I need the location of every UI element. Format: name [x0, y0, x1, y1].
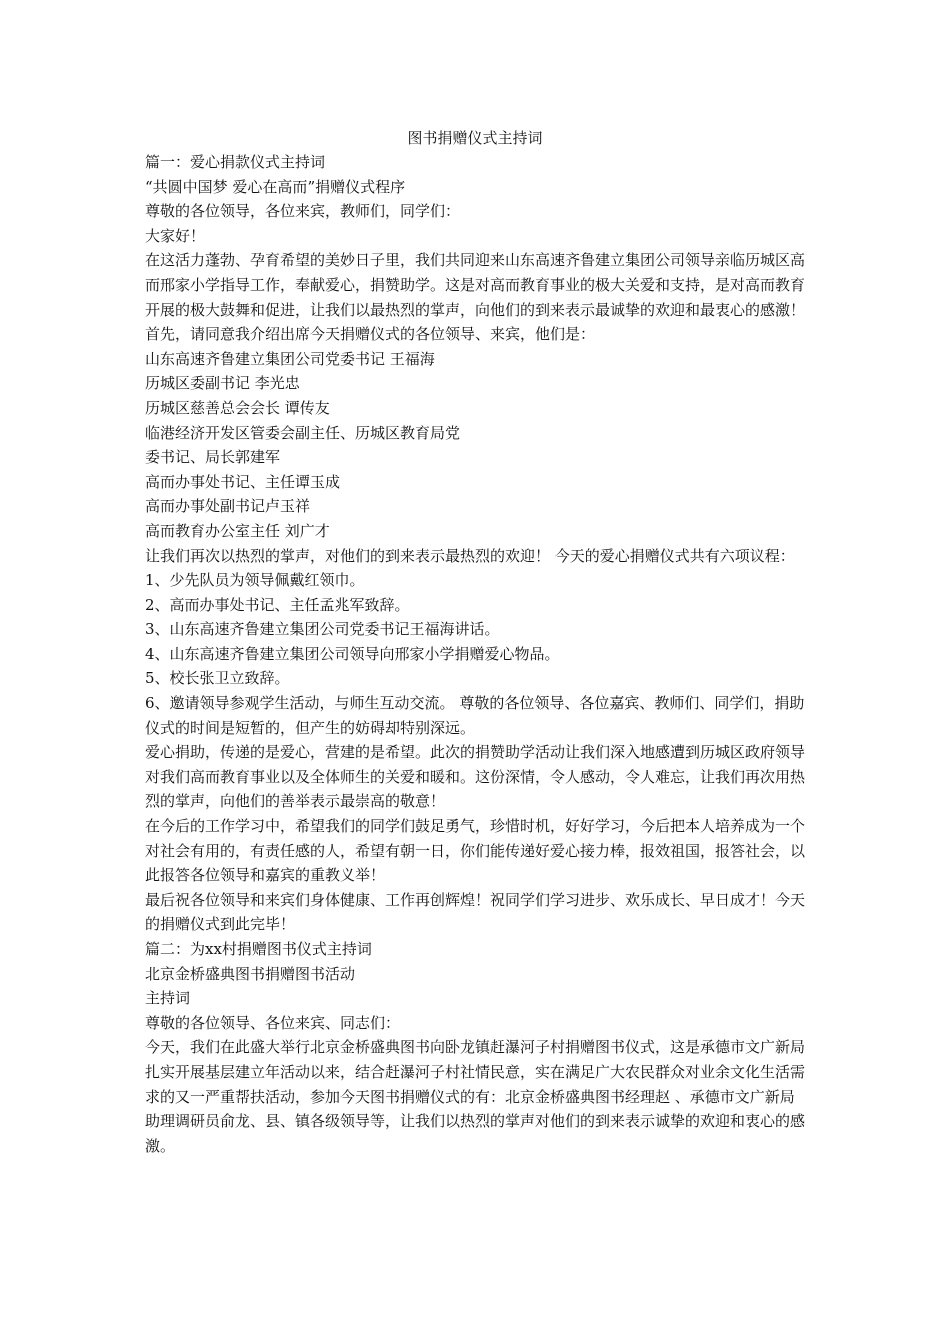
paragraph: 最后祝各位领导和来宾们身体健康、工作再创辉煌！祝同学们学习进步、欢乐成长、早日成才！今天的捐赠仪式到此完毕！ [145, 890, 806, 934]
paragraph: 高而办事处副书记卢玉祥 [145, 497, 311, 516]
paragraph: 在今后的工作学习中，希望我们的同学们鼓足勇气，珍惜时机，好好学习，今后把本人培养成为一个对社会有用的，有责任感的人，希望有朝一日，你们能传递好爱心接力棒，报效祖国，报答社会，以此报答各位领导和嘉宾的重教义举！ [145, 817, 806, 885]
paragraph: 高而办事处书记、主任谭玉成 [145, 472, 341, 491]
paragraph: 历城区慈善总会会长 谭传友 [145, 398, 330, 417]
paragraph: 尊敬的各位领导，各位来宾，教师们，同学们： [145, 202, 461, 221]
paragraph: “共圆中国梦 爱心在高而”捐赠仪式程序 [145, 177, 406, 196]
paragraph: 历城区委副书记 李光忠 [145, 374, 300, 393]
paragraph: 让我们再次以热烈的掌声，对他们的到来表示最热烈的欢迎！ 今天的爱心捐赠仪式共有六项议程： [145, 546, 795, 565]
paragraph: 6、邀请领导参观学生活动，与师生互动交流。 尊敬的各位领导、各位嘉宾、教师们、同学们，捐助仪式的时间是短暂的，但产生的妨碍却特别深远。 [145, 694, 805, 737]
document-title: 图书捐赠仪式主持词 [407, 129, 543, 147]
paragraph: 今天，我们在此盛大举行北京金桥盛典图书向卧龙镇赶瀑河子村捐赠图书仪式，这是承德市文广新局扎实开展基层建立年活动以来，结合赶瀑河子村社情民意，实在满足广大农民群众对业余文化生活需求的又一严重帮扶活动，参加今天图书捐赠仪式的有：北京金桥盛典图书经理赵 、承德市文广新局助理调研员俞龙、县、镇各级领导等，让我们以热烈的掌声对他们的到来表示诚挚的欢迎和衷心的感激。 [145, 1038, 806, 1155]
paragraph: 2、高而办事处书记、主任孟兆军致辞。 [145, 595, 410, 614]
paragraph: 主持词 [145, 989, 191, 1008]
paragraph: 爱心捐助，传递的是爱心，营建的是希望。此次的捐赞助学活动让我们深入地感遭到历城区政府领导对我们高而教育事业以及全体师生的关爱和暖和。这份深情，令人感动，令人难忘，让我们再次用热烈的掌声，向他们的善举表示最崇高的敬意！ [145, 743, 806, 811]
paragraph: 首先，请同意我介绍出席今天捐赠仪式的各位领导、来宾，他们是： [145, 325, 596, 344]
paragraph: 大家好！ [145, 226, 206, 245]
paragraph: 委书记、局长郭建军 [145, 448, 281, 467]
paragraph: 在这活力蓬勃、孕育希望的美妙日子里，我们共同迎来山东高速齐鲁建立集团公司领导亲临历城区高而邢家小学指导工作，奉献爱心，捐赞助学。这是对高而教育事业的极大关爱和支持，是对高而教育开展的极大鼓舞和促进，让我们以最热烈的掌声，向他们的到来表示最诚挚的欢迎和最衷心的感激！ [145, 251, 806, 319]
paragraph: 高而教育办公室主任 刘广才 [145, 521, 330, 540]
paragraph: 篇一：爱心捐款仪式主持词 [145, 153, 326, 171]
paragraph: 1、少先队员为领导佩戴红领巾。 [145, 571, 365, 590]
paragraph: 山东高速齐鲁建立集团公司党委书记 王福海 [145, 349, 435, 368]
document-body [145, 150, 807, 1158]
paragraph: 篇二：为xx村捐赠图书仪式主持词 [145, 940, 372, 958]
paragraph: 尊敬的各位领导、各位来宾、同志们： [145, 1013, 401, 1032]
paragraph: 5、校长张卫立致辞。 [145, 669, 290, 688]
paragraph: 3、山东高速齐鲁建立集团公司党委书记王福海讲话。 [145, 620, 500, 639]
paragraph: 4、山东高速齐鲁建立集团公司领导向邢家小学捐赠爱心物品。 [145, 644, 560, 663]
paragraph: 临港经济开发区管委会副主任、历城区教育局党 [145, 423, 461, 442]
paragraph: 北京金桥盛典图书捐赠图书活动 [145, 964, 356, 983]
